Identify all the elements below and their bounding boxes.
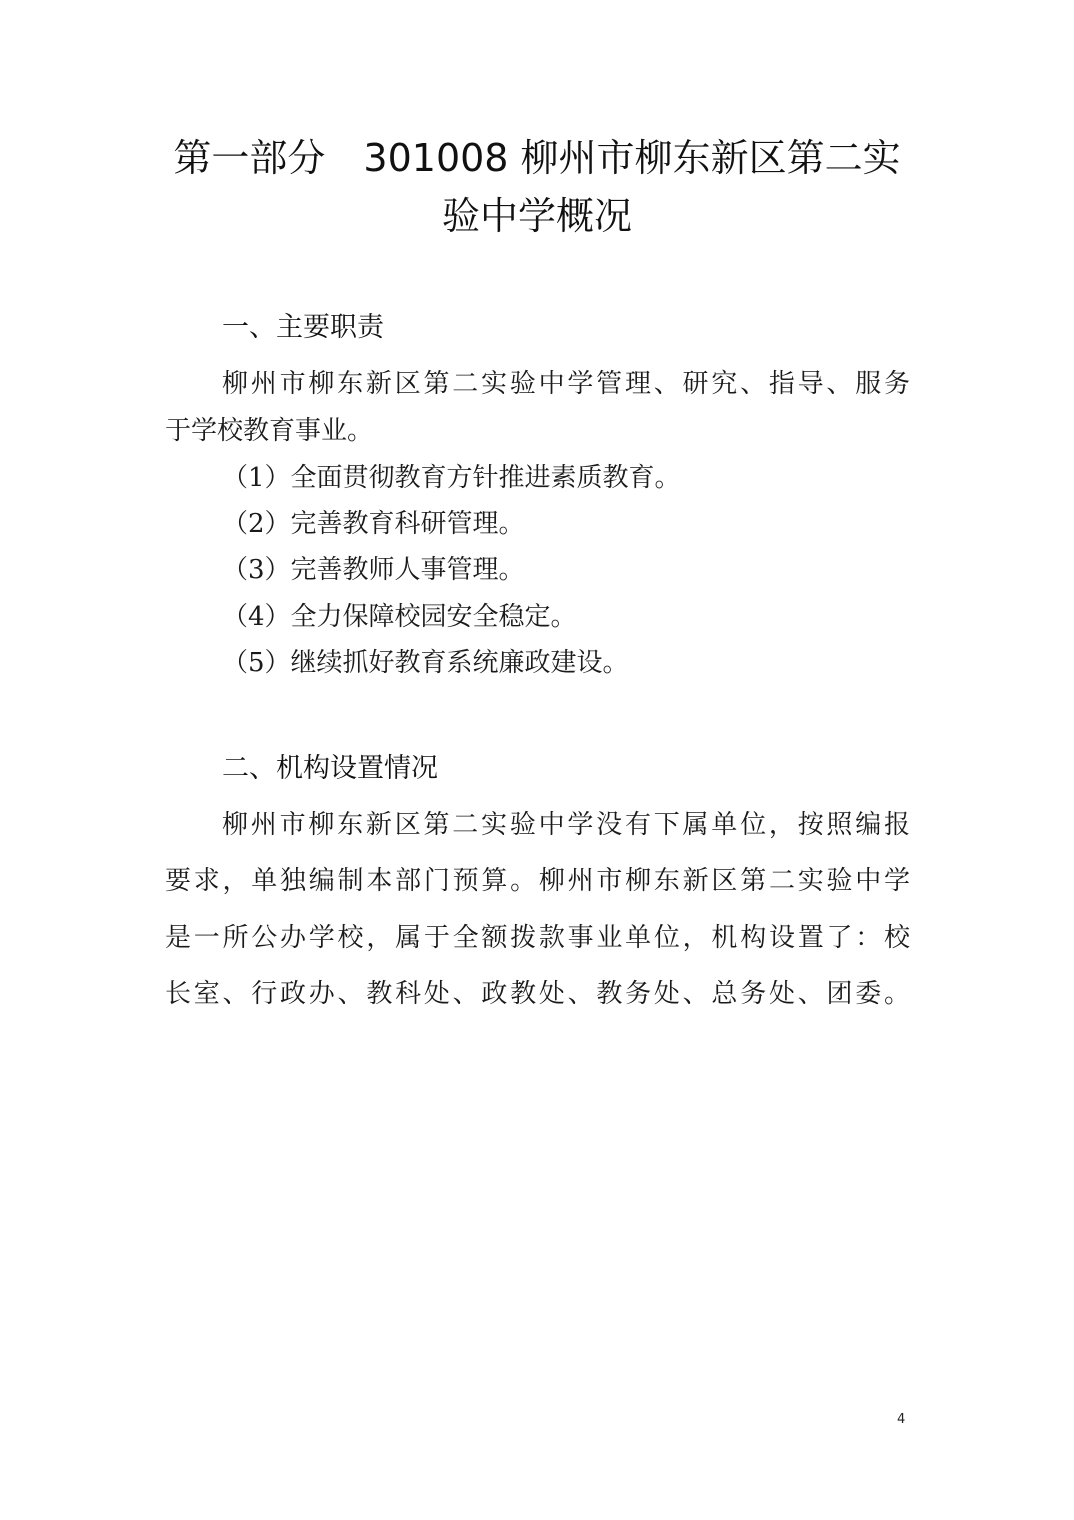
section-1-intro-line-1: 柳州市柳东新区第二实验中学管理、研究、指导、服务 bbox=[222, 369, 910, 399]
section-2-line-4: 长室、行政办、教科处、政教处、教务处、总务处、团委。 bbox=[165, 979, 910, 1009]
section-2-line-1: 柳州市柳东新区第二实验中学没有下属单位，按照编报 bbox=[222, 810, 910, 840]
duty-list-item-5: （5）继续抓好教育系统廉政建设。 bbox=[222, 648, 629, 678]
section-2-line-2: 要求，单独编制本部门预算。柳州市柳东新区第二实验中学 bbox=[165, 866, 910, 896]
page-number: 4 bbox=[897, 1412, 906, 1427]
duty-list-item-2: （2）完善教育科研管理。 bbox=[222, 509, 525, 539]
section-2-heading: 二、机构设置情况 bbox=[222, 753, 438, 784]
duty-list-item-3: （3）完善教师人事管理。 bbox=[222, 555, 525, 585]
duty-list-item-1: （1）全面贯彻教育方针推进素质教育。 bbox=[222, 463, 681, 493]
page-title-line-1: 第一部分 301008 柳州市柳东新区第二实 bbox=[173, 136, 901, 180]
page-title-line-2: 验中学概况 bbox=[441, 194, 632, 238]
section-1-heading: 一、主要职责 bbox=[222, 312, 384, 343]
section-1-intro-line-2: 于学校教育事业。 bbox=[165, 416, 374, 446]
duty-list-item-4: （4）全力保障校园安全稳定。 bbox=[222, 602, 577, 632]
section-2-line-3: 是一所公办学校，属于全额拨款事业单位，机构设置了：校 bbox=[165, 923, 910, 953]
